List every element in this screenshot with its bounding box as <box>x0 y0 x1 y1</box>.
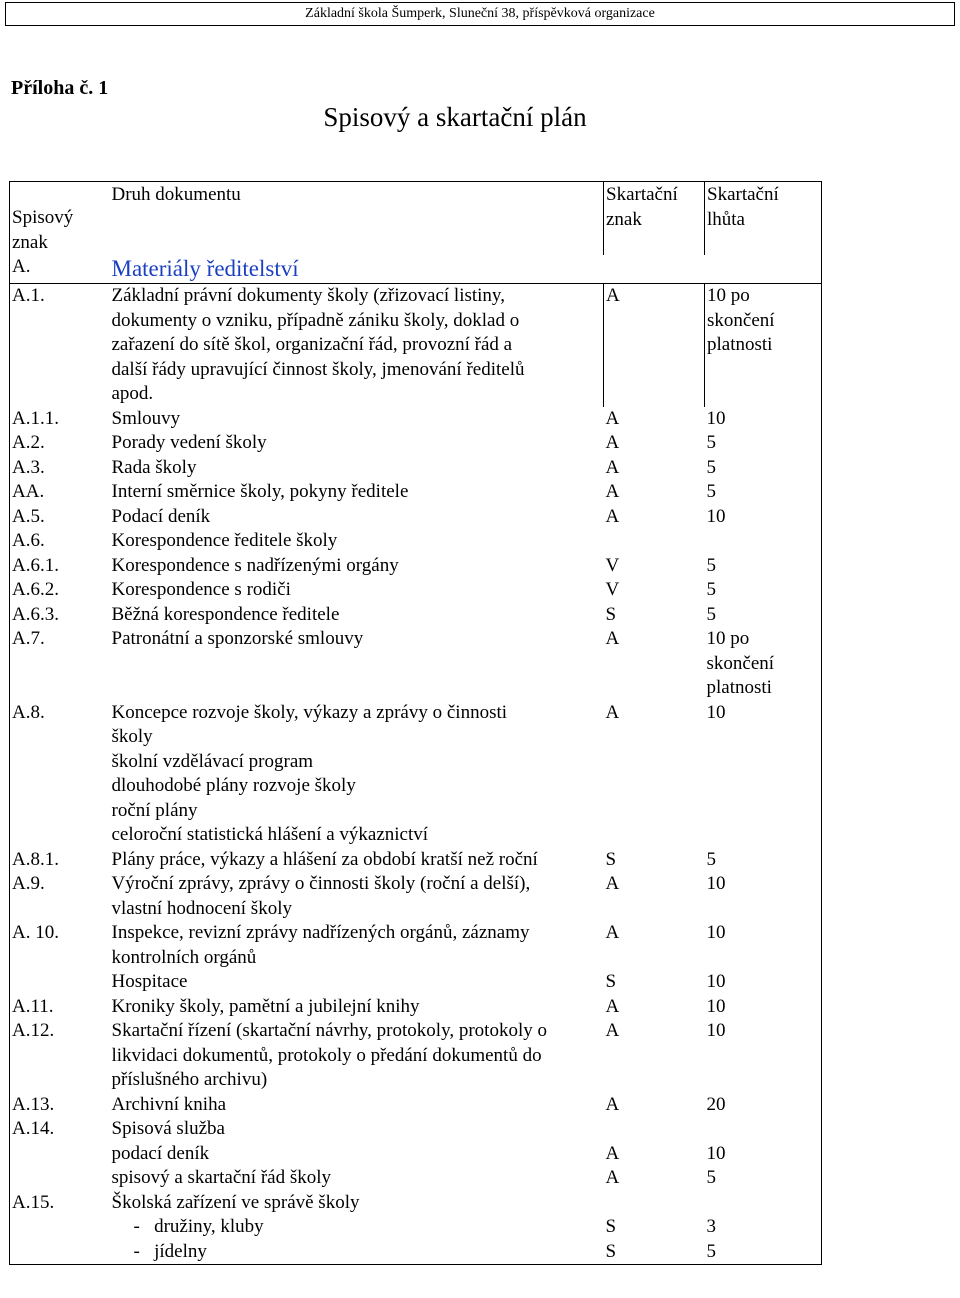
row-sign-line: V <box>605 579 620 600</box>
header-desc: Druh dokumentu <box>110 182 604 256</box>
row-sign <box>604 921 705 970</box>
row-code: A.6. <box>10 529 110 554</box>
row-description <box>110 970 604 995</box>
row-period-line: 3 <box>706 1216 716 1237</box>
table-row <box>10 505 822 530</box>
row-period <box>705 701 822 848</box>
row-sign <box>604 456 705 481</box>
row-code: A.8.1. <box>10 848 110 873</box>
row-sign-line: A <box>605 505 620 527</box>
header-code-line: Spisový <box>12 207 74 228</box>
row-description-line: Archivní kniha <box>111 1093 227 1115</box>
row-description-line: školní vzdělávací program <box>111 750 314 772</box>
table-row <box>10 603 822 628</box>
row-code: A.14. <box>10 1117 110 1191</box>
table-row <box>10 554 822 579</box>
row-period-line: 10 <box>706 407 726 429</box>
page-title: Spisový a skartační plán <box>323 102 587 132</box>
header-sign <box>604 182 705 256</box>
section-title-text: Materiály ředitelství <box>111 256 299 281</box>
row-description-line: Školská zařízení ve správě školy <box>111 1191 360 1213</box>
row-description <box>110 1019 604 1093</box>
row-sign <box>604 872 705 921</box>
row-sign <box>604 1093 705 1118</box>
row-period <box>705 921 822 970</box>
row-sign-line: A <box>605 407 620 429</box>
row-description-line: Skartační řízení (skartační návrhy, protokoly, protokoly o <box>111 1020 547 1041</box>
table-row <box>10 456 822 481</box>
row-description-line: Korespondence ředitele školy <box>111 530 338 551</box>
row-sign-line: A <box>605 628 620 649</box>
table-row <box>10 578 822 603</box>
row-sign-line: A <box>605 456 620 478</box>
row-description-line: zařazení do sítě škol, organizační řád, provozní řád a <box>111 334 513 355</box>
table-row <box>10 1117 822 1191</box>
row-description-line: Kroniky školy, pamětní a jubilejní knihy <box>111 995 420 1017</box>
row-period-line: 10 po <box>707 285 750 306</box>
row-period-line: 5 <box>706 1240 716 1262</box>
row-description-line: Spisová služba <box>111 1118 225 1139</box>
row-code: A.7. <box>10 627 110 701</box>
row-period-line: skončení <box>706 652 775 674</box>
row-period <box>705 529 822 554</box>
row-sign <box>604 529 705 554</box>
row-description <box>110 529 604 554</box>
row-description <box>110 554 604 579</box>
row-period-line: platnosti <box>706 677 772 698</box>
row-description-line: vlastní hodnocení školy <box>111 897 292 919</box>
row-description-line: likvidaci dokumentů, protokoly o předání dokumentů do <box>111 1044 542 1066</box>
row-code: A.11. <box>10 995 110 1020</box>
row-sign-line: A <box>606 285 620 306</box>
row-period-line: 10 po <box>706 628 750 649</box>
row-period <box>705 1191 822 1265</box>
row-code <box>10 970 110 995</box>
row-description-line: Běžná korespondence ředitele <box>111 603 340 625</box>
row-period <box>705 578 822 603</box>
row-period <box>705 995 822 1020</box>
table-row <box>10 407 822 432</box>
row-description-line: školy <box>111 726 153 747</box>
row-sign <box>604 1191 705 1265</box>
header-box <box>5 2 955 26</box>
row-sign-line: A <box>605 1167 620 1188</box>
table-row <box>10 995 822 1020</box>
row-period-line: 10 <box>706 922 726 943</box>
row-sign-line: A <box>605 481 620 502</box>
row-description <box>110 456 604 481</box>
row-period-line: 5 <box>706 603 716 625</box>
row-description <box>110 921 604 970</box>
row-code: A.15. <box>10 1191 110 1265</box>
row-description <box>110 284 604 407</box>
row-description-line: Základní právní dokumenty školy (zřizovací listiny, <box>111 285 505 306</box>
row-description-line: Inspekce, revizní zprávy nadřízených orgánů, záznamy <box>111 922 530 943</box>
row-sign-line: S <box>605 1216 617 1237</box>
row-sign <box>604 701 705 848</box>
row-period <box>705 554 822 579</box>
row-code: A.9. <box>10 872 110 921</box>
row-code: A.6.2. <box>10 578 110 603</box>
row-description-line: Smlouvy <box>111 407 181 429</box>
row-description-line: kontrolních orgánů <box>111 946 257 968</box>
table-row <box>10 480 822 505</box>
section-code: A. <box>10 255 110 284</box>
row-period <box>705 1019 822 1093</box>
row-period <box>705 407 822 432</box>
row-description-line: Korespondence s nadřízenými orgány <box>111 554 399 576</box>
row-description <box>110 872 604 921</box>
row-description-line: Korespondence s rodiči <box>111 579 291 600</box>
row-period-line: 5 <box>706 1167 716 1188</box>
row-sign <box>604 995 705 1020</box>
row-period-line: 10 <box>706 505 726 527</box>
table-row <box>10 1019 822 1093</box>
row-description-line: - jídelny <box>133 1240 207 1262</box>
row-sign <box>604 848 705 873</box>
row-code: A.6.3. <box>10 603 110 628</box>
row-period-line: 5 <box>706 456 716 478</box>
header-period <box>705 182 822 256</box>
row-code: A.13. <box>10 1093 110 1118</box>
row-sign-line: A <box>605 1142 620 1164</box>
table-row <box>10 1093 822 1118</box>
annex-label: Příloha č. 1 <box>11 77 109 99</box>
row-description-line: dokumenty o vzniku, případně zániku školy, doklad o <box>111 309 520 331</box>
row-period <box>705 848 822 873</box>
table-row <box>10 627 822 701</box>
row-sign <box>604 1019 705 1093</box>
row-description-line: další řády upravující činnost školy, jmenování ředitelů <box>111 358 525 380</box>
row-description-line: dlouhodobé plány rozvoje školy <box>111 775 356 796</box>
row-description-line: celoroční statistická hlášení a výkaznictví <box>111 824 429 845</box>
table-row <box>10 284 822 407</box>
row-code: A. 10. <box>10 921 110 970</box>
row-period-line: 10 <box>706 701 726 723</box>
section-title <box>110 255 604 284</box>
row-description <box>110 848 604 873</box>
header-sign-line: Skartační <box>606 184 678 205</box>
row-period-line: 5 <box>706 432 716 453</box>
row-period-line: 10 <box>706 873 726 894</box>
row-period <box>705 431 822 456</box>
row-sign-line <box>606 529 705 554</box>
row-period-line: 5 <box>706 848 716 870</box>
row-description-line: apod. <box>111 383 154 404</box>
filing-plan-table <box>9 181 822 1265</box>
row-description-line: Hospitace <box>111 971 188 992</box>
row-description-line: spisový a skartační řád školy <box>111 1167 332 1188</box>
table-row <box>10 1191 822 1265</box>
table-row <box>10 529 822 554</box>
row-period-line: 5 <box>706 554 716 576</box>
row-sign-line: A <box>605 432 620 453</box>
row-period <box>705 480 822 505</box>
row-description-line: Patronátní a sponzorské smlouvy <box>111 628 364 649</box>
row-description <box>110 701 604 848</box>
row-period <box>705 1093 822 1118</box>
row-period <box>705 1117 822 1191</box>
row-period-line: 20 <box>706 1093 726 1115</box>
row-description-line: Podací deník <box>111 505 211 527</box>
table-row <box>10 431 822 456</box>
section-empty <box>604 255 822 284</box>
row-code: A.1.1. <box>10 407 110 432</box>
header-code-line: znak <box>12 231 48 253</box>
row-sign-line: A <box>605 1020 620 1041</box>
row-code: A.12. <box>10 1019 110 1093</box>
school-name: Základní škola Šumperk, Sluneční 38, příspěvková organizace <box>305 6 655 21</box>
row-description-line: Plány práce, výkazy a hlášení za období kratší než roční <box>111 848 538 870</box>
row-period-line <box>707 1117 822 1142</box>
row-period <box>705 603 822 628</box>
row-description-line: příslušného archivu) <box>111 1069 268 1090</box>
row-description <box>110 603 604 628</box>
row-sign-line: S <box>605 1240 617 1262</box>
row-sign-line: S <box>605 603 617 625</box>
row-description-line: podací deník <box>111 1142 210 1164</box>
row-period-line: 5 <box>706 579 716 600</box>
row-description-line: Výroční zprávy, zprávy o činnosti školy (roční a delší), <box>111 873 531 894</box>
table-row <box>10 872 822 921</box>
row-period-line <box>707 529 822 554</box>
row-period <box>705 456 822 481</box>
table-header-row <box>10 182 822 256</box>
row-code: A.3. <box>10 456 110 481</box>
row-period-line <box>707 1191 822 1216</box>
table-row <box>10 970 822 995</box>
section-row <box>10 255 822 284</box>
row-period-line: 5 <box>706 481 716 502</box>
row-description <box>110 1117 604 1191</box>
row-period-line: skončení <box>707 309 775 331</box>
table-row <box>10 848 822 873</box>
row-period-line: 10 <box>706 1020 726 1041</box>
row-sign <box>604 480 705 505</box>
row-description <box>110 627 604 701</box>
row-sign-line: A <box>605 873 620 894</box>
row-code: AA. <box>10 480 110 505</box>
row-sign-line: S <box>605 971 617 992</box>
row-description-line: Interní směrnice školy, pokyny ředitele <box>111 481 409 502</box>
row-sign <box>604 431 705 456</box>
row-sign-line: A <box>605 922 620 943</box>
row-description-line: roční plány <box>111 799 198 821</box>
row-sign <box>604 554 705 579</box>
row-period <box>705 872 822 921</box>
row-sign <box>604 578 705 603</box>
row-period <box>705 627 822 701</box>
row-description <box>110 578 604 603</box>
row-description-line: - družiny, kluby <box>133 1216 264 1237</box>
table-row <box>10 921 822 970</box>
row-description-line: Porady vedení školy <box>111 432 267 453</box>
row-description-line: Rada školy <box>111 456 197 478</box>
row-description <box>110 1093 604 1118</box>
row-sign-line: A <box>605 701 620 723</box>
row-description-line: Koncepce rozvoje školy, výkazy a zprávy o činnosti <box>111 701 508 723</box>
row-code: A.2. <box>10 431 110 456</box>
row-sign-line <box>606 1191 705 1216</box>
row-sign-line: A <box>605 1093 620 1115</box>
row-code: A.6.1. <box>10 554 110 579</box>
row-sign <box>604 1117 705 1191</box>
row-period-line: 10 <box>706 1142 726 1164</box>
row-sign <box>604 970 705 995</box>
row-period <box>705 970 822 995</box>
row-code: A.5. <box>10 505 110 530</box>
header-code <box>10 182 110 256</box>
row-description <box>110 1191 604 1265</box>
header-period-line: Skartační <box>707 184 779 205</box>
row-sign-line: A <box>605 995 620 1017</box>
row-sign-line: S <box>605 848 617 870</box>
row-sign <box>604 284 705 407</box>
row-description <box>110 995 604 1020</box>
row-sign <box>604 407 705 432</box>
row-description <box>110 480 604 505</box>
row-period-line: platnosti <box>707 334 773 355</box>
row-period <box>705 505 822 530</box>
row-period <box>705 284 822 407</box>
row-code: A.8. <box>10 701 110 848</box>
row-sign-line <box>606 1117 705 1142</box>
row-sign <box>604 603 705 628</box>
table-row <box>10 701 822 848</box>
row-sign <box>604 627 705 701</box>
row-sign <box>604 505 705 530</box>
row-description <box>110 431 604 456</box>
row-period-line: 10 <box>706 995 726 1017</box>
row-description <box>110 407 604 432</box>
row-description <box>110 505 604 530</box>
header-period-line: lhůta <box>707 208 745 230</box>
header-sign-line: znak <box>606 208 642 230</box>
row-code: A.1. <box>10 284 110 407</box>
row-sign-line: V <box>605 554 620 576</box>
row-period-line: 10 <box>706 971 726 992</box>
